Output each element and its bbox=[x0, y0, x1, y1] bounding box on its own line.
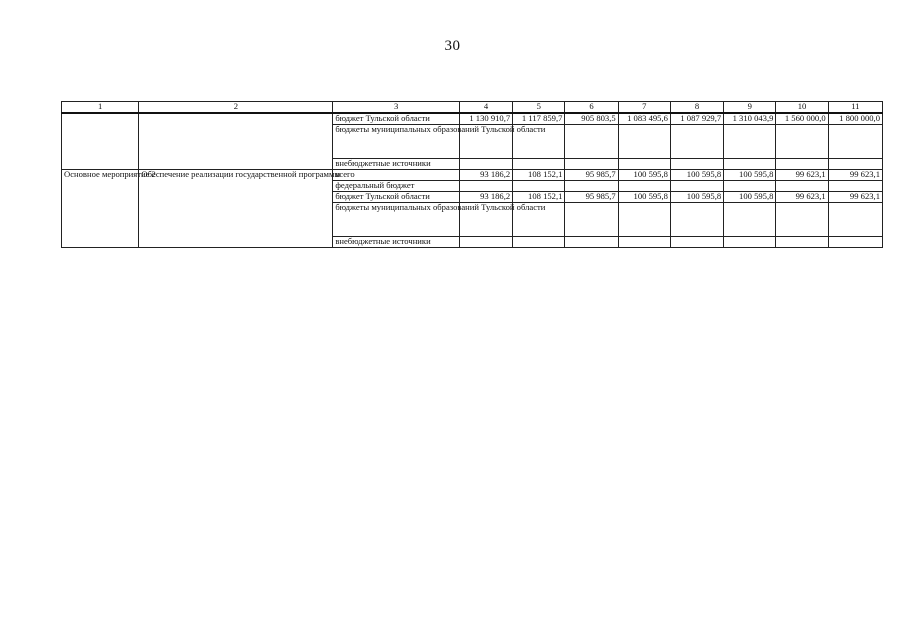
value-cell: 95 985,7 bbox=[565, 192, 618, 203]
value-cell: 100 595,8 bbox=[618, 192, 670, 203]
header-cell: 3 bbox=[333, 102, 460, 114]
activity-description-cell: Обеспечение реализации государственной программы bbox=[139, 170, 333, 248]
funding-source-cell: бюджет Тульской области bbox=[333, 113, 460, 125]
value-cell: 99 623,1 bbox=[776, 170, 828, 181]
value-cell bbox=[513, 237, 565, 248]
value-cell bbox=[776, 181, 828, 192]
value-cell bbox=[670, 237, 723, 248]
value-cell: 99 623,1 bbox=[776, 192, 828, 203]
value-cell: 95 985,7 bbox=[565, 170, 618, 181]
header-cell: 1 bbox=[62, 102, 139, 114]
value-cell: 1 087 929,7 bbox=[670, 113, 723, 125]
header-cell: 7 bbox=[618, 102, 670, 114]
value-cell bbox=[670, 159, 723, 170]
value-cell bbox=[828, 203, 882, 237]
value-cell bbox=[724, 181, 776, 192]
value-cell: 108 152,1 bbox=[513, 192, 565, 203]
value-cell bbox=[618, 203, 670, 237]
value-cell bbox=[459, 159, 512, 170]
value-cell bbox=[459, 181, 512, 192]
value-cell: 1 130 910,7 bbox=[459, 113, 512, 125]
budget-table bbox=[61, 101, 883, 248]
table-row bbox=[62, 170, 883, 181]
value-cell: 93 186,2 bbox=[459, 192, 512, 203]
header-cell: 6 bbox=[565, 102, 618, 114]
value-cell bbox=[565, 237, 618, 248]
value-cell bbox=[565, 159, 618, 170]
value-cell: 100 595,8 bbox=[724, 170, 776, 181]
value-cell: 1 800 000,0 bbox=[828, 113, 882, 125]
funding-source-cell: бюджеты муниципальных образований Тульской области bbox=[333, 203, 460, 237]
funding-source-cell: всего bbox=[333, 170, 460, 181]
value-cell bbox=[828, 125, 882, 159]
program-label-cell bbox=[62, 113, 139, 170]
funding-source-cell: внебюджетные источники bbox=[333, 159, 460, 170]
value-cell bbox=[724, 203, 776, 237]
value-cell bbox=[565, 181, 618, 192]
value-cell bbox=[670, 125, 723, 159]
header-cell: 8 bbox=[670, 102, 723, 114]
value-cell bbox=[618, 159, 670, 170]
value-cell: 100 595,8 bbox=[724, 192, 776, 203]
value-cell: 1 117 859,7 bbox=[513, 113, 565, 125]
header-row bbox=[62, 102, 883, 114]
value-cell bbox=[618, 181, 670, 192]
value-cell: 93 186,2 bbox=[459, 170, 512, 181]
value-cell: 100 595,8 bbox=[670, 170, 723, 181]
value-cell: 100 595,8 bbox=[618, 170, 670, 181]
value-cell: 99 623,1 bbox=[828, 192, 882, 203]
value-cell bbox=[776, 125, 828, 159]
activity-label-cell: Основное мероприятие 2 bbox=[62, 170, 139, 248]
value-cell: 108 152,1 bbox=[513, 170, 565, 181]
funding-source-cell: внебюджетные источники bbox=[333, 237, 460, 248]
value-cell: 905 803,5 bbox=[565, 113, 618, 125]
value-cell bbox=[618, 125, 670, 159]
table-row bbox=[62, 113, 883, 125]
header-cell: 10 bbox=[776, 102, 828, 114]
value-cell bbox=[670, 181, 723, 192]
value-cell bbox=[828, 181, 882, 192]
value-cell bbox=[513, 159, 565, 170]
value-cell bbox=[724, 125, 776, 159]
value-cell bbox=[776, 203, 828, 237]
header-cell: 5 bbox=[513, 102, 565, 114]
value-cell: 1 310 043,9 bbox=[724, 113, 776, 125]
header-cell: 4 bbox=[459, 102, 512, 114]
funding-source-cell: федеральный бюджет bbox=[333, 181, 460, 192]
value-cell: 100 595,8 bbox=[670, 192, 723, 203]
value-cell: 1 560 000,0 bbox=[776, 113, 828, 125]
value-cell bbox=[565, 125, 618, 159]
program-description-cell bbox=[139, 113, 333, 170]
value-cell: 99 623,1 bbox=[828, 170, 882, 181]
value-cell bbox=[670, 203, 723, 237]
value-cell bbox=[513, 181, 565, 192]
value-cell bbox=[776, 159, 828, 170]
funding-source-cell: бюджеты муниципальных образований Тульской области bbox=[333, 125, 460, 159]
value-cell bbox=[565, 203, 618, 237]
value-cell bbox=[459, 237, 512, 248]
header-cell: 2 bbox=[139, 102, 333, 114]
value-cell: 1 083 495,6 bbox=[618, 113, 670, 125]
page-number: 30 bbox=[444, 38, 461, 54]
funding-source-cell: бюджет Тульской области bbox=[333, 192, 460, 203]
value-cell bbox=[828, 237, 882, 248]
value-cell bbox=[724, 237, 776, 248]
value-cell bbox=[618, 237, 670, 248]
header-cell: 11 bbox=[828, 102, 882, 114]
value-cell bbox=[724, 159, 776, 170]
value-cell bbox=[828, 159, 882, 170]
header-cell: 9 bbox=[724, 102, 776, 114]
value-cell bbox=[776, 237, 828, 248]
